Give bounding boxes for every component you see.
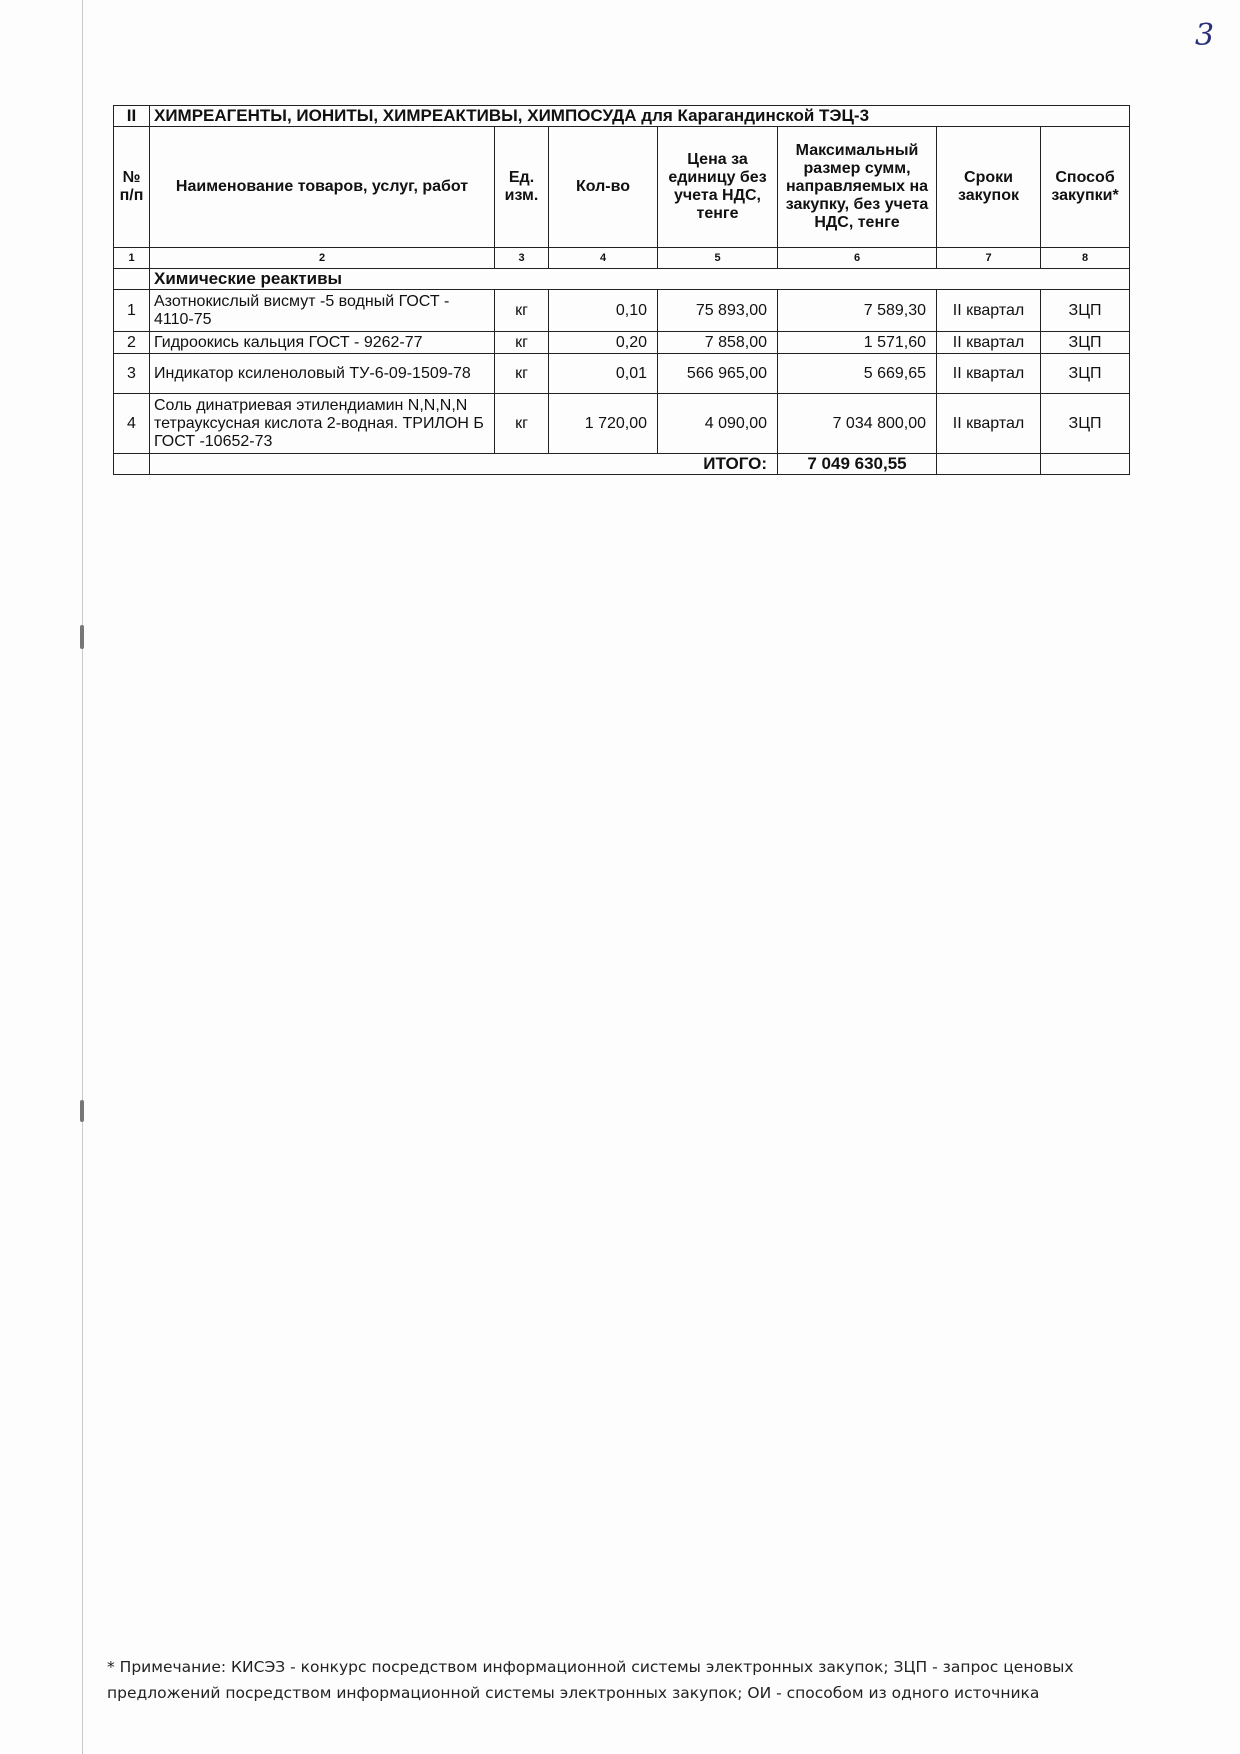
- row-name: Гидроокись кальция ГОСТ - 9262-77: [150, 332, 495, 354]
- row-method: ЗЦП: [1041, 332, 1130, 354]
- column-number: 6: [778, 248, 937, 269]
- column-number: 3: [495, 248, 549, 269]
- header-qty: Кол-во: [549, 127, 658, 248]
- page-edge-line: [82, 0, 83, 1754]
- header-num: № п/п: [114, 127, 150, 248]
- header-unit: Ед. изм.: [495, 127, 549, 248]
- section-row: [114, 106, 1130, 127]
- row-qty: 0,20: [549, 332, 658, 354]
- total-blank-cell: [114, 454, 150, 475]
- row-price: 75 893,00: [658, 290, 778, 332]
- row-sum: 5 669,65: [778, 354, 937, 394]
- section-number: II: [114, 106, 150, 127]
- section-title: ХИМРЕАГЕНТЫ, ИОНИТЫ, ХИМРЕАКТИВЫ, ХИМПОСУДА для Карагандинской ТЭЦ-3: [150, 106, 1130, 127]
- total-value: 7 049 630,55: [778, 454, 937, 475]
- row-qty: 0,01: [549, 354, 658, 394]
- total-blank-cell: [937, 454, 1041, 475]
- row-sum: 7 034 800,00: [778, 394, 937, 454]
- table-row: [114, 394, 1130, 454]
- row-name: Азотнокислый висмут -5 водный ГОСТ - 4110-75: [150, 290, 495, 332]
- row-method: ЗЦП: [1041, 354, 1130, 394]
- row-unit: кг: [495, 290, 549, 332]
- column-number: 4: [549, 248, 658, 269]
- row-unit: кг: [495, 354, 549, 394]
- row-price: 4 090,00: [658, 394, 778, 454]
- table-row: [114, 290, 1130, 332]
- header-price: Цена за единицу без учета НДС, тенге: [658, 127, 778, 248]
- row-sum: 7 589,30: [778, 290, 937, 332]
- column-number: 1: [114, 248, 150, 269]
- row-num: 3: [114, 354, 150, 394]
- category-blank-cell: [114, 269, 150, 290]
- page-number: 3: [1195, 18, 1215, 53]
- row-qty: 1 720,00: [549, 394, 658, 454]
- row-price: 7 858,00: [658, 332, 778, 354]
- row-name: Соль динатриевая этилендиамин N,N,N,N тетрауксусная кислота 2-водная. ТРИЛОН Б ГОСТ -10652-73: [150, 394, 495, 454]
- total-blank-cell: [1041, 454, 1130, 475]
- row-term: II квартал: [937, 290, 1041, 332]
- row-method: ЗЦП: [1041, 394, 1130, 454]
- row-unit: кг: [495, 394, 549, 454]
- procurement-table: [113, 105, 1130, 475]
- table-row: [114, 332, 1130, 354]
- column-number: 7: [937, 248, 1041, 269]
- header-terms: Сроки закупок: [937, 127, 1041, 248]
- row-name: Индикатор ксиленоловый ТУ-6-09-1509-78: [150, 354, 495, 394]
- row-num: 2: [114, 332, 150, 354]
- header-max-sum: Максимальный размер сумм, направляемых на закупку, без учета НДС, тенге: [778, 127, 937, 248]
- row-sum: 1 571,60: [778, 332, 937, 354]
- category-label: Химические реактивы: [150, 269, 1130, 290]
- column-number: 2: [150, 248, 495, 269]
- row-unit: кг: [495, 332, 549, 354]
- total-label: ИТОГО:: [150, 454, 778, 475]
- header-row: [114, 127, 1130, 248]
- table-row: [114, 354, 1130, 394]
- row-term: II квартал: [937, 354, 1041, 394]
- row-num: 4: [114, 394, 150, 454]
- row-method: ЗЦП: [1041, 290, 1130, 332]
- binding-hole-mark: [80, 625, 84, 649]
- binding-hole-mark: [80, 1100, 84, 1122]
- total-row: [114, 454, 1130, 475]
- header-name: Наименование товаров, услуг, работ: [150, 127, 495, 248]
- header-method: Способ закупки*: [1041, 127, 1130, 248]
- row-qty: 0,10: [549, 290, 658, 332]
- footnote: * Примечание: КИСЭЗ - конкурс посредством информационной системы электронных закупок; ЗЦП - запрос ценовых предложений посредством информационной системы электронных закупок; ОИ - способом из одного источника: [107, 1658, 1074, 1702]
- category-row: [114, 269, 1130, 290]
- column-number-row: [114, 248, 1130, 269]
- row-term: II квартал: [937, 394, 1041, 454]
- row-term: II квартал: [937, 332, 1041, 354]
- column-number: 8: [1041, 248, 1130, 269]
- row-num: 1: [114, 290, 150, 332]
- column-number: 5: [658, 248, 778, 269]
- row-price: 566 965,00: [658, 354, 778, 394]
